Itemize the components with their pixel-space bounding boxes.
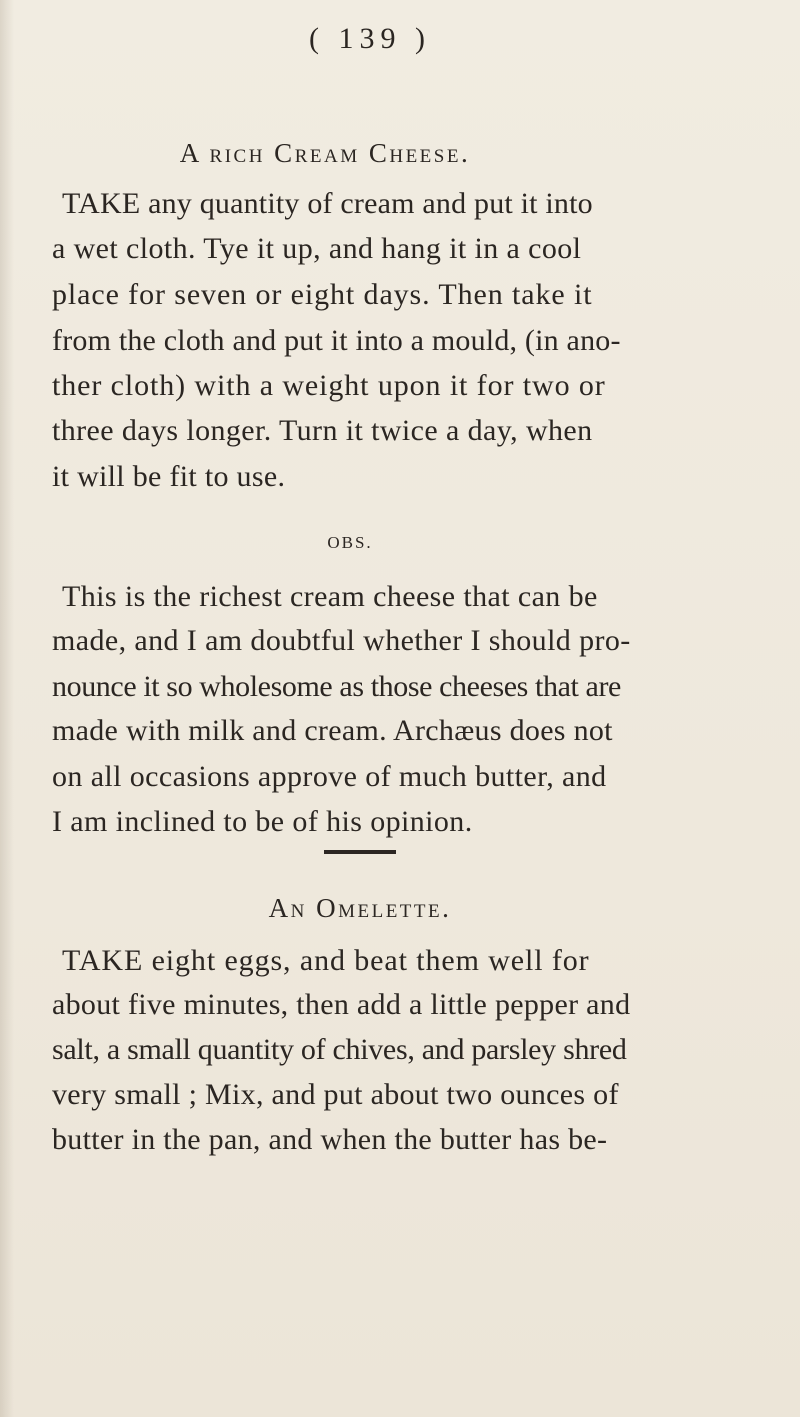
paragraph-line: very small ; Mix, and put about two ounces of — [52, 1078, 619, 1111]
recipe-title-cream-cheese: A rich Cream Cheese. — [179, 138, 471, 168]
observation-line: made, and I am doubtful whether I should pro- — [52, 624, 631, 657]
paragraph-line: ther cloth) with a weight upon it for two or — [52, 369, 606, 402]
gutter-shadow — [0, 0, 14, 1417]
observation-line: nounce it so wholesome as those cheeses that are — [52, 670, 621, 703]
observation-line: This is the richest cream cheese that can be — [62, 580, 598, 613]
observation-line: made with milk and cream. Archæus does not — [52, 714, 613, 747]
observation-label: OBS. — [327, 533, 373, 552]
paragraph-line: three days longer. Turn it twice a day, when — [52, 414, 593, 447]
page-number: ( 139 ) — [309, 22, 431, 55]
paragraph-line: it will be fit to use. — [52, 460, 286, 493]
paragraph-line: a wet cloth. Tye it up, and hang it in a cool — [52, 232, 582, 265]
paragraph-line: TAKE any quantity of cream and put it into — [62, 187, 593, 220]
paragraph-line: about five minutes, then add a little pepper and — [52, 988, 631, 1021]
paragraph-line: TAKE eight eggs, and beat them well for — [62, 944, 590, 977]
paragraph-line: salt, a small quantity of chives, and parsley shred — [52, 1033, 627, 1066]
observation-line: I am inclined to be of his opinion. — [52, 805, 473, 838]
recipe-title-omelette: An Omelette. — [268, 893, 452, 923]
paragraph-line: place for seven or eight days. Then take it — [52, 278, 593, 311]
paragraph-line: from the cloth and put it into a mould, (in ano- — [52, 324, 621, 357]
paragraph-line: butter in the pan, and when the butter has be- — [52, 1123, 608, 1156]
observation-line: on all occasions approve of much butter, and — [52, 760, 607, 793]
section-divider — [324, 850, 396, 854]
